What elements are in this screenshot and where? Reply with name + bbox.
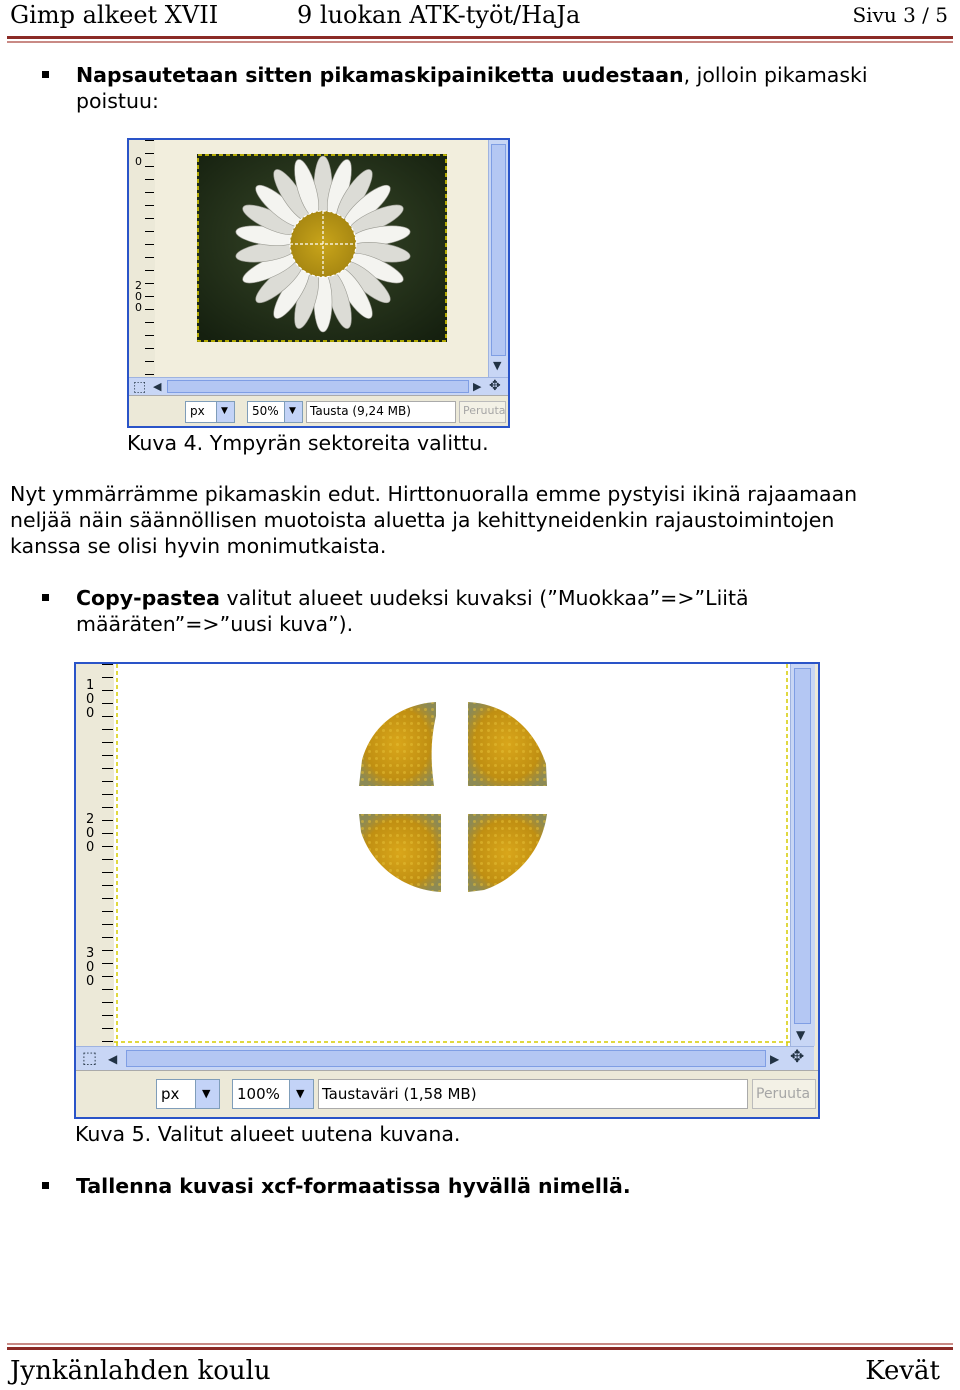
pasted-sectors-image xyxy=(114,664,790,1046)
zoom-value: 50% xyxy=(252,404,279,418)
bullet1-bold: Napsautetaan sitten pikamaskipainiketta uudestaan xyxy=(76,63,684,87)
bullet2-bold: Copy-pastea xyxy=(76,586,220,610)
scroll-down-icon[interactable]: ▼ xyxy=(796,1028,806,1042)
ruler-label: 3 xyxy=(86,946,95,961)
ruler-label: 1 xyxy=(86,678,95,693)
footer-left: Jynkänlahden koulu xyxy=(10,1356,271,1386)
unit-select[interactable] xyxy=(185,401,235,423)
chevron-down-icon[interactable]: ▼ xyxy=(216,402,234,422)
canvas-area[interactable] xyxy=(114,664,790,1046)
ruler-ticks xyxy=(145,140,154,377)
bullet2-line1 xyxy=(76,585,749,611)
vertical-scrollbar[interactable] xyxy=(488,140,509,377)
scrollbar-thumb[interactable] xyxy=(491,144,506,356)
paragraph-line3: kanssa se olisi hyvin monimutkaista. xyxy=(10,534,387,558)
status-message: Taustaväri (1,58 MB) xyxy=(318,1079,748,1109)
scroll-left-icon[interactable]: ◀ xyxy=(153,380,162,393)
bullet3-bold: Tallenna kuvasi xcf-formaatissa hyvällä nimellä. xyxy=(76,1174,631,1198)
chevron-down-icon[interactable]: ▼ xyxy=(289,1080,313,1108)
canvas-area[interactable] xyxy=(155,140,488,377)
ruler-ticks xyxy=(102,664,113,1046)
quick-mask-icon[interactable]: ⬚ xyxy=(133,379,147,395)
figure5-caption: Kuva 5. Valitut alueet uutena kuvana. xyxy=(75,1122,461,1146)
status-bar xyxy=(129,395,508,427)
gimp-window-figure4 xyxy=(127,138,510,428)
figure4-caption: Kuva 4. Ympyrän sektoreita valittu. xyxy=(127,431,489,455)
ruler-label: 0 xyxy=(86,960,95,975)
ruler-label: 2 xyxy=(86,812,95,827)
unit-select[interactable] xyxy=(156,1079,220,1109)
scroll-right-icon[interactable]: ▶ xyxy=(770,1052,780,1066)
quick-mask-icon[interactable]: ⬚ xyxy=(82,1048,98,1067)
navigate-icon[interactable]: ✥ xyxy=(489,378,501,394)
zoom-value: 100% xyxy=(237,1085,280,1103)
status-bar xyxy=(76,1070,818,1118)
bullet-marker xyxy=(42,594,49,601)
bullet2-rest: valitut alueet uudeksi kuvaksi (”Muokkaa”=>”Liitä xyxy=(219,586,749,610)
unit-value: px xyxy=(190,404,205,418)
header-left: Gimp alkeet XVII xyxy=(10,1,219,29)
bullet1-line1 xyxy=(76,62,868,88)
scrollbar-thumb[interactable] xyxy=(167,380,469,393)
vertical-ruler xyxy=(76,664,115,1046)
header-rule-thin xyxy=(7,41,953,43)
ruler-label: 0 xyxy=(86,974,95,989)
ruler-label: 0 xyxy=(86,840,95,855)
cancel-button[interactable]: Peruuta xyxy=(459,401,506,423)
bullet1-line2: poistuu: xyxy=(76,89,159,113)
scrollbar-thumb[interactable] xyxy=(794,668,811,1024)
vertical-scrollbar[interactable] xyxy=(790,664,815,1046)
unit-value: px xyxy=(161,1085,180,1103)
zoom-select[interactable] xyxy=(232,1079,314,1109)
navigate-icon[interactable]: ✥ xyxy=(790,1047,805,1067)
vertical-ruler xyxy=(129,140,156,377)
scroll-left-icon[interactable]: ◀ xyxy=(108,1052,118,1066)
ruler-label: 0 xyxy=(135,301,142,314)
gimp-window-figure5 xyxy=(74,662,820,1119)
header-center: 9 luokan ATK-työt/HaJa xyxy=(297,1,581,29)
scroll-right-icon[interactable]: ▶ xyxy=(473,380,482,393)
ruler-label: 0 xyxy=(86,692,95,707)
paragraph-line2: neljää näin säännöllisen muotoista aluetta ja kehittyneidenkin rajaustoimintojen xyxy=(10,508,835,532)
ruler-label: 0 xyxy=(86,826,95,841)
status-message: Tausta (9,24 MB) xyxy=(306,401,456,423)
footer-right: Kevät xyxy=(865,1356,940,1386)
header-rule xyxy=(7,36,953,39)
bullet-marker xyxy=(42,71,49,78)
chevron-down-icon[interactable]: ▼ xyxy=(195,1080,219,1108)
footer-rule xyxy=(7,1347,953,1350)
bullet3-line xyxy=(76,1173,631,1199)
paragraph-line1: Nyt ymmärrämme pikamaskin edut. Hirttonuoralla emme pystyisi ikinä rajaamaan xyxy=(10,482,858,506)
horizontal-scrollbar[interactable] xyxy=(76,1046,814,1071)
ruler-label: 0 xyxy=(135,290,142,303)
bullet2-line2: määräten”=>”uusi kuva”). xyxy=(76,612,354,636)
cancel-button[interactable]: Peruuta xyxy=(752,1079,816,1109)
bullet-marker xyxy=(42,1182,49,1189)
scrollbar-thumb[interactable] xyxy=(126,1050,766,1067)
zoom-select[interactable] xyxy=(247,401,303,423)
horizontal-scrollbar[interactable] xyxy=(129,377,508,396)
header-right: Sivu 3 / 5 xyxy=(852,3,948,27)
ruler-label: 2 xyxy=(135,279,142,292)
scroll-down-icon[interactable]: ▼ xyxy=(493,359,502,372)
footer-rule-thin xyxy=(7,1343,953,1345)
bullet1-rest: , jolloin pikamaski xyxy=(683,63,868,87)
ruler-label: 0 xyxy=(86,706,95,721)
ruler-label: 0 xyxy=(135,155,142,168)
chevron-down-icon[interactable]: ▼ xyxy=(284,402,302,422)
daisy-image xyxy=(197,154,447,342)
